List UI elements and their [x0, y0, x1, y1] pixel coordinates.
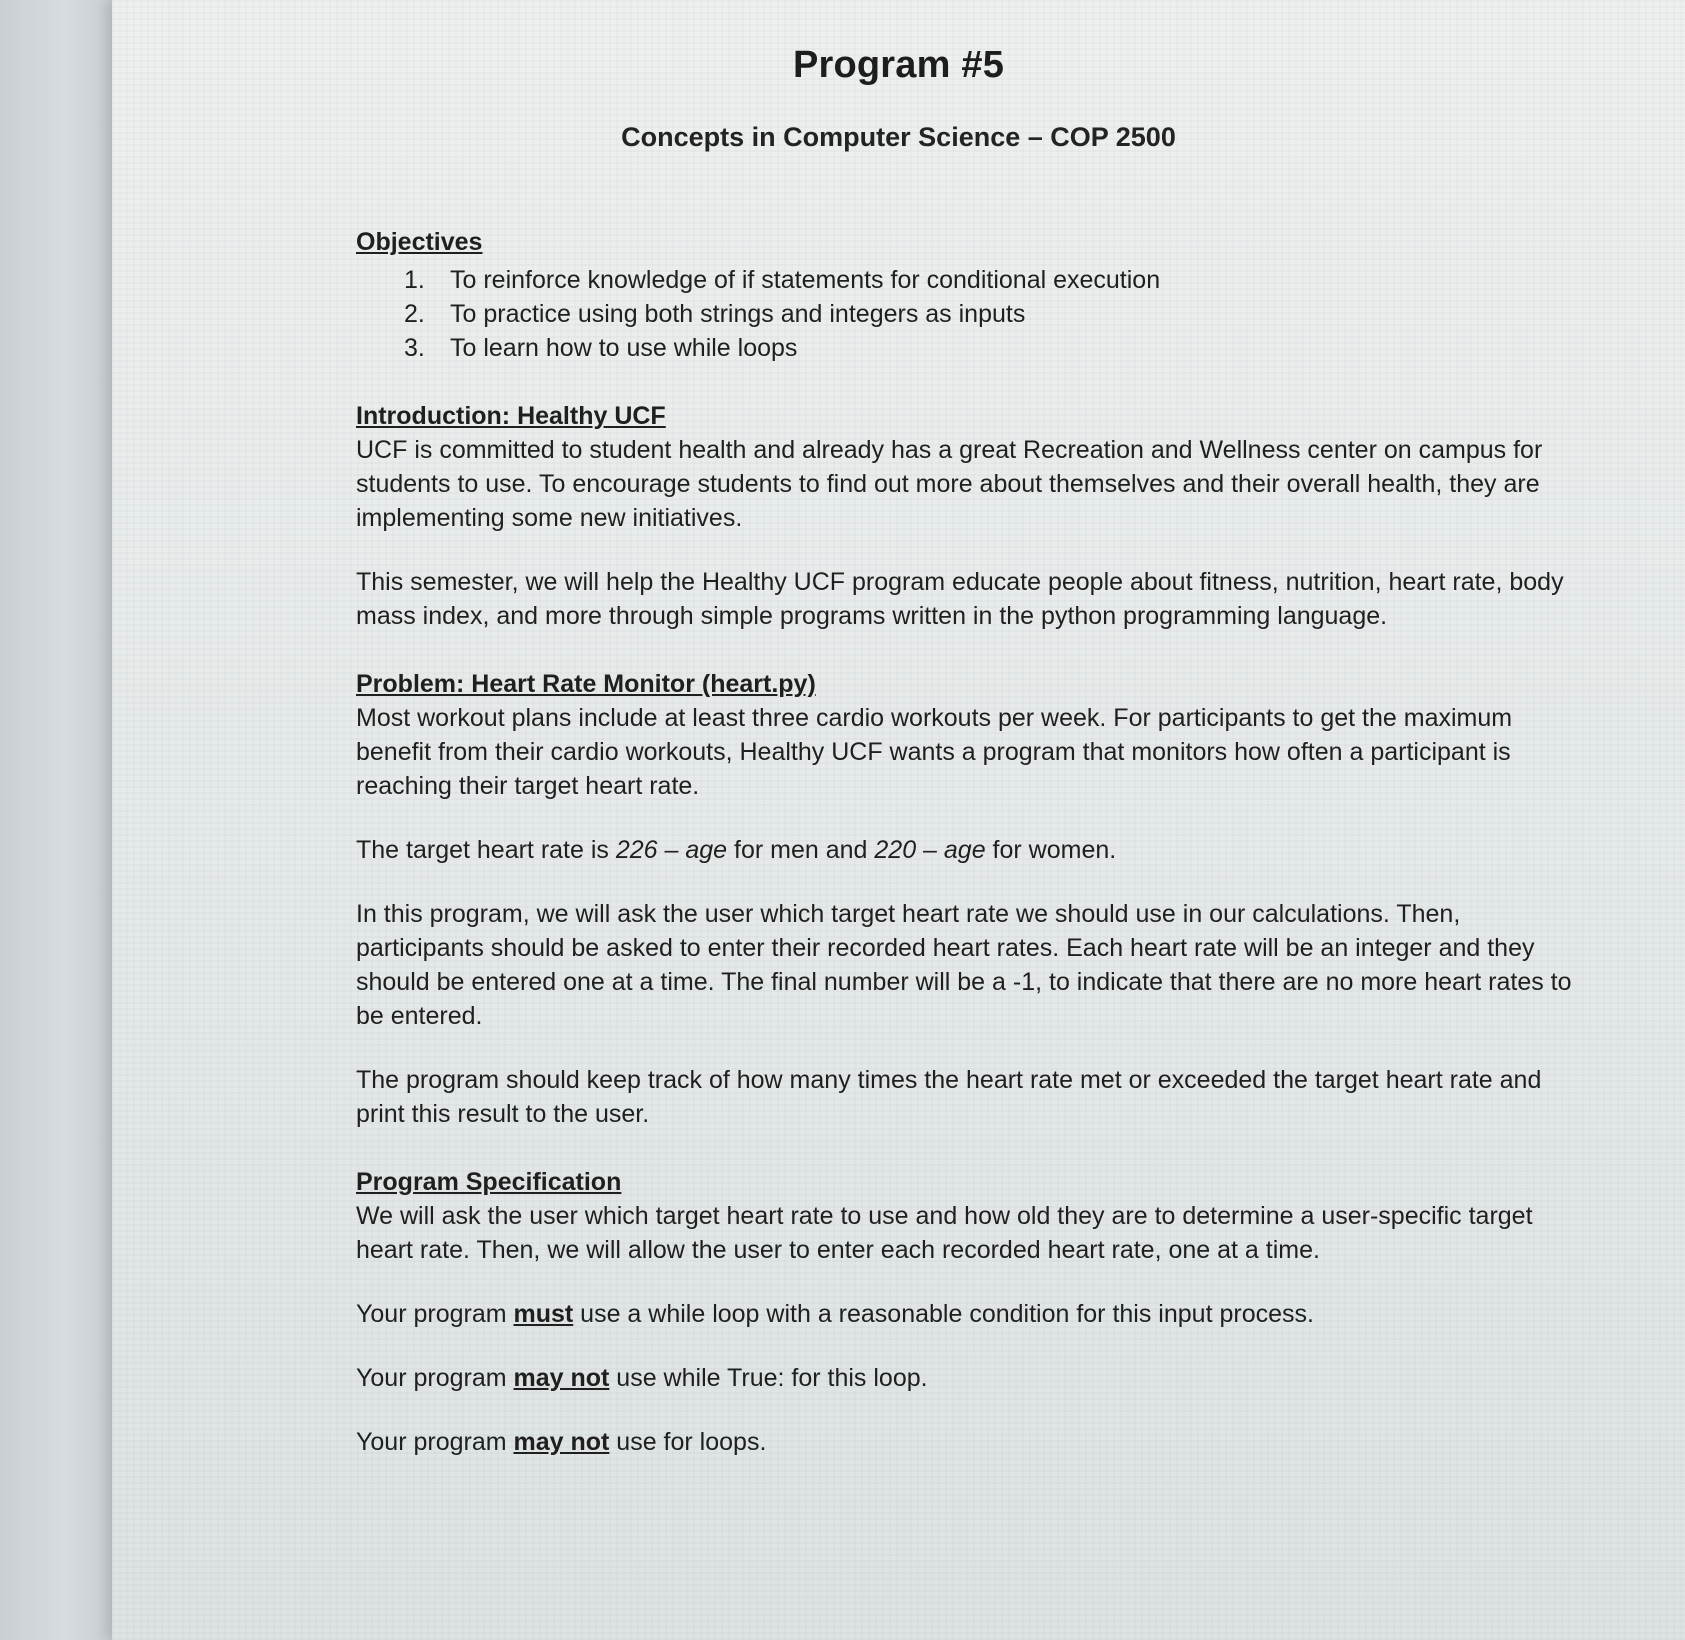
objective-number: 1.	[404, 266, 425, 294]
objective-text: To practice using both strings and integers as inputs	[450, 300, 1026, 328]
target-formula-men: 226 – age	[615, 836, 728, 864]
rule-emphasis: must	[513, 1300, 574, 1328]
problem-paragraph: In this program, we will ask the user which target heart rate we should use in our calculations. Then, participants should be asked to enter their recorded heart rates. Each heart rate will be an integer and they should be entered one at a time. The final number will be a -1, to indicate that there are no more heart rates to be entered.	[356, 900, 1572, 1030]
objective-number: 2.	[404, 300, 425, 328]
problem-paragraph: The program should keep track of how many times the heart rate met or exceeded the target heart rate and print this result to the user.	[356, 1066, 1542, 1128]
target-mid: for men and	[727, 836, 875, 864]
objective-text: To learn how to use while loops	[450, 334, 798, 362]
objective-item	[356, 263, 1591, 297]
introduction-paragraph: UCF is committed to student health and already has a great Recreation and Wellness center on campus for students to use. To encourage students to find out more about themselves and their overall health, they are implementing some new initiatives.	[356, 436, 1543, 532]
rule-emphasis: may not	[513, 1364, 610, 1392]
document-body	[356, 225, 1591, 1459]
rule-suffix: use while True: for this loop.	[609, 1364, 928, 1392]
specification-paragraph: We will ask the user which target heart rate to use and how old they are to determine a user-specific target heart rate. Then, we will allow the user to enter each recorded heart rate, one at a time.	[356, 1202, 1533, 1264]
target-formula-women: 220 – age	[874, 836, 986, 864]
objective-number: 3.	[404, 334, 425, 362]
document-subtitle: Concepts in Computer Science – COP 2500	[621, 122, 1176, 152]
specification-rule	[356, 1361, 1591, 1395]
objective-item	[356, 331, 1591, 365]
target-suffix: for women.	[985, 836, 1117, 864]
introduction-paragraph: This semester, we will help the Healthy UCF program educate people about fitness, nutrition, heart rate, body mass index, and more through simple programs written in the python programming language.	[356, 568, 1564, 630]
specification-rule	[356, 1425, 1591, 1459]
objective-text: To reinforce knowledge of if statements for conditional execution	[450, 266, 1161, 294]
monitor-bezel	[0, 0, 120, 1640]
rule-emphasis: may not	[513, 1428, 610, 1456]
specification-heading: Program Specification	[356, 1168, 622, 1196]
document-page	[112, 0, 1685, 1640]
rule-suffix: use for loops.	[609, 1428, 767, 1456]
rule-prefix: Your program	[356, 1428, 514, 1456]
rule-prefix: Your program	[356, 1364, 514, 1392]
objectives-list	[356, 263, 1591, 365]
target-prefix: The target heart rate is	[356, 836, 616, 864]
introduction-heading: Introduction: Healthy UCF	[356, 402, 666, 430]
rule-prefix: Your program	[356, 1300, 514, 1328]
problem-paragraph: Most workout plans include at least three cardio workouts per week. For participants to get the maximum benefit from their cardio workouts, Healthy UCF wants a program that monitors how often a participant is reaching their target heart rate.	[356, 704, 1513, 800]
specification-rule	[356, 1297, 1591, 1331]
objective-item	[356, 297, 1591, 331]
target-heart-rate-line	[356, 833, 1591, 867]
rule-suffix: use a while loop with a reasonable condition for this input process.	[573, 1300, 1314, 1328]
objectives-heading: Objectives	[356, 228, 483, 256]
document-title: Program #5	[792, 44, 1005, 86]
problem-heading: Problem: Heart Rate Monitor (heart.py)	[356, 670, 816, 698]
